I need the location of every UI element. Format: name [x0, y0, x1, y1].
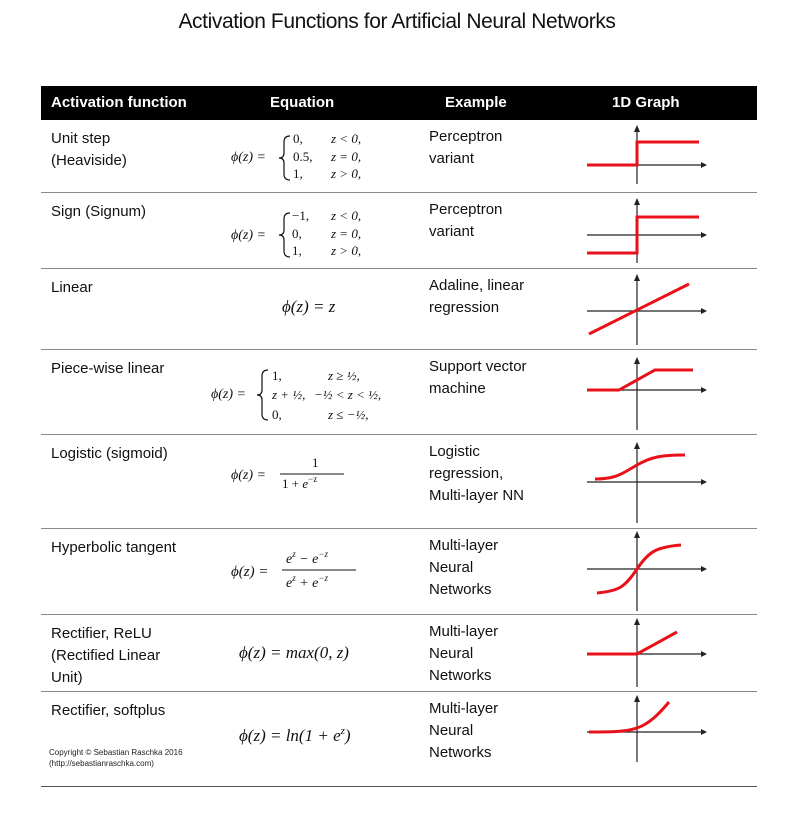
svg-text:0,: 0,	[292, 226, 302, 241]
table-row	[41, 350, 757, 435]
example-line: Logistic	[429, 443, 480, 460]
header-example: Example	[445, 94, 507, 111]
svg-text:0.5,: 0.5,	[293, 149, 313, 164]
copyright-line: Copyright © Sebastian Raschka 2016	[49, 748, 183, 757]
example-line: variant	[429, 223, 475, 240]
svg-text:ϕ(z) =: ϕ(z) =	[231, 150, 266, 165]
example-line: Multi-layer	[429, 537, 499, 554]
piecewise-linear-graph	[581, 350, 711, 434]
svg-text:1 + e−z: $1 + e^{-z}$	[282, 474, 318, 491]
svg-text:z = 0,: z = 0,	[331, 226, 362, 241]
example-line: Perceptron	[429, 201, 503, 218]
sign-graph	[581, 193, 711, 268]
svg-text:ϕ(z) =: ϕ(z) =	[231, 468, 266, 483]
svg-text:z + ½,: z + ½,	[272, 387, 306, 402]
table-header	[41, 86, 757, 120]
table-row	[41, 193, 757, 269]
equation	[206, 269, 436, 349]
svg-text:1: 1	[312, 455, 319, 470]
name-line: Linear	[51, 279, 93, 296]
name-line: Piece-wise linear	[51, 360, 165, 377]
copyright-notice	[49, 747, 183, 769]
svg-text:ϕ(z) = z: ϕ(z) = z	[282, 297, 336, 316]
example-line: Neural	[429, 722, 474, 739]
table-row	[41, 435, 757, 529]
example-line: Networks	[429, 667, 492, 684]
svg-text:−1,: −1,	[292, 208, 310, 223]
header-activation-function: Activation function	[51, 94, 187, 111]
equation	[206, 529, 436, 614]
svg-text:z > 0,: z > 0,	[331, 243, 362, 258]
unit-step-graph	[581, 120, 711, 192]
function-name	[51, 443, 221, 465]
function-name	[51, 358, 221, 380]
svg-text:0,: 0,	[293, 131, 303, 146]
equation	[206, 435, 436, 528]
example-line: machine	[429, 380, 486, 397]
svg-text:1,: 1,	[292, 243, 302, 258]
example-line: regression,	[429, 465, 504, 482]
tanh-graph	[581, 529, 711, 614]
function-name	[51, 128, 221, 172]
example	[429, 126, 569, 170]
svg-text:1,: 1,	[293, 166, 303, 181]
example-line: Networks	[429, 744, 492, 761]
example-line: Multi-layer	[429, 623, 499, 640]
example-line: variant	[429, 150, 475, 167]
equation	[206, 350, 436, 434]
name-line: Sign (Signum)	[51, 203, 147, 220]
function-name	[51, 623, 221, 689]
svg-text:z ≤ −½,: z ≤ −½,	[328, 407, 369, 422]
svg-text:ez + e−z: $e^z + e^{-z}$	[286, 573, 328, 591]
copyright-line: (http://sebastianraschka.com)	[49, 759, 154, 768]
example-line: Perceptron	[429, 128, 503, 145]
header-equation: Equation	[270, 94, 335, 111]
example	[429, 441, 569, 507]
equation	[206, 615, 436, 691]
relu-graph	[581, 615, 711, 691]
svg-text:ez − e−z: $e^z - e^{-z}$	[286, 549, 328, 567]
sigmoid-graph	[581, 435, 711, 528]
example	[429, 275, 569, 319]
function-name	[51, 700, 221, 722]
example	[429, 621, 569, 687]
equation	[206, 120, 436, 192]
example-line: Neural	[429, 559, 474, 576]
linear-graph	[581, 269, 711, 349]
svg-text:z ≥ ½,: z ≥ ½,	[328, 368, 360, 383]
example-line: Networks	[429, 581, 492, 598]
example-line: Neural	[429, 645, 474, 662]
table-row	[41, 120, 757, 193]
softplus-graph	[581, 692, 711, 786]
example-line: regression	[429, 299, 500, 316]
svg-text:ϕ(z) =: ϕ(z) =	[211, 387, 246, 402]
example-line: Support vector	[429, 358, 527, 375]
name-line: Unit step	[51, 130, 111, 147]
svg-text:z > 0,: z > 0,	[331, 166, 362, 181]
name-line: (Heaviside)	[51, 152, 127, 169]
name-line: Hyperbolic tangent	[51, 539, 177, 556]
example	[429, 535, 569, 601]
svg-text:−½ < z < ½,: −½ < z < ½,	[314, 387, 382, 402]
svg-text:z < 0,: z < 0,	[331, 131, 362, 146]
equation	[206, 692, 436, 786]
example	[429, 356, 569, 400]
function-name	[51, 537, 221, 559]
name-line: (Rectified Linear	[51, 647, 161, 664]
table-row	[41, 615, 757, 692]
table-row	[41, 692, 757, 787]
header-1d-graph: 1D Graph	[612, 94, 680, 111]
svg-text:z = 0,: z = 0,	[331, 149, 362, 164]
function-name	[51, 201, 221, 223]
page-title: Activation Functions for Artificial Neural Networks	[178, 10, 616, 33]
name-line: Logistic (sigmoid)	[51, 445, 168, 462]
svg-text:ϕ(z) = max(0, z): ϕ(z) = max(0, z)	[239, 643, 349, 662]
example	[429, 698, 569, 764]
example-line: Multi-layer NN	[429, 487, 525, 504]
example-line: Multi-layer	[429, 700, 499, 717]
equation	[206, 193, 436, 268]
example-line: Adaline, linear	[429, 277, 525, 294]
svg-text:ϕ(z) = ln(1 + ez): $\phi(z) = \ln(1 + e^z)$	[239, 725, 351, 745]
svg-text:z < 0,: z < 0,	[331, 208, 362, 223]
svg-text:ϕ(z) =: ϕ(z) =	[231, 564, 269, 580]
function-name	[51, 277, 221, 299]
example	[429, 199, 569, 243]
svg-text:1,: 1,	[272, 368, 282, 383]
name-line: Rectifier, softplus	[51, 702, 166, 719]
table-row	[41, 529, 757, 615]
table-row	[41, 269, 757, 350]
svg-text:ϕ(z) =: ϕ(z) =	[231, 228, 266, 243]
name-line: Rectifier, ReLU	[51, 625, 152, 642]
svg-text:0,: 0,	[272, 407, 282, 422]
name-line: Unit)	[51, 669, 83, 686]
